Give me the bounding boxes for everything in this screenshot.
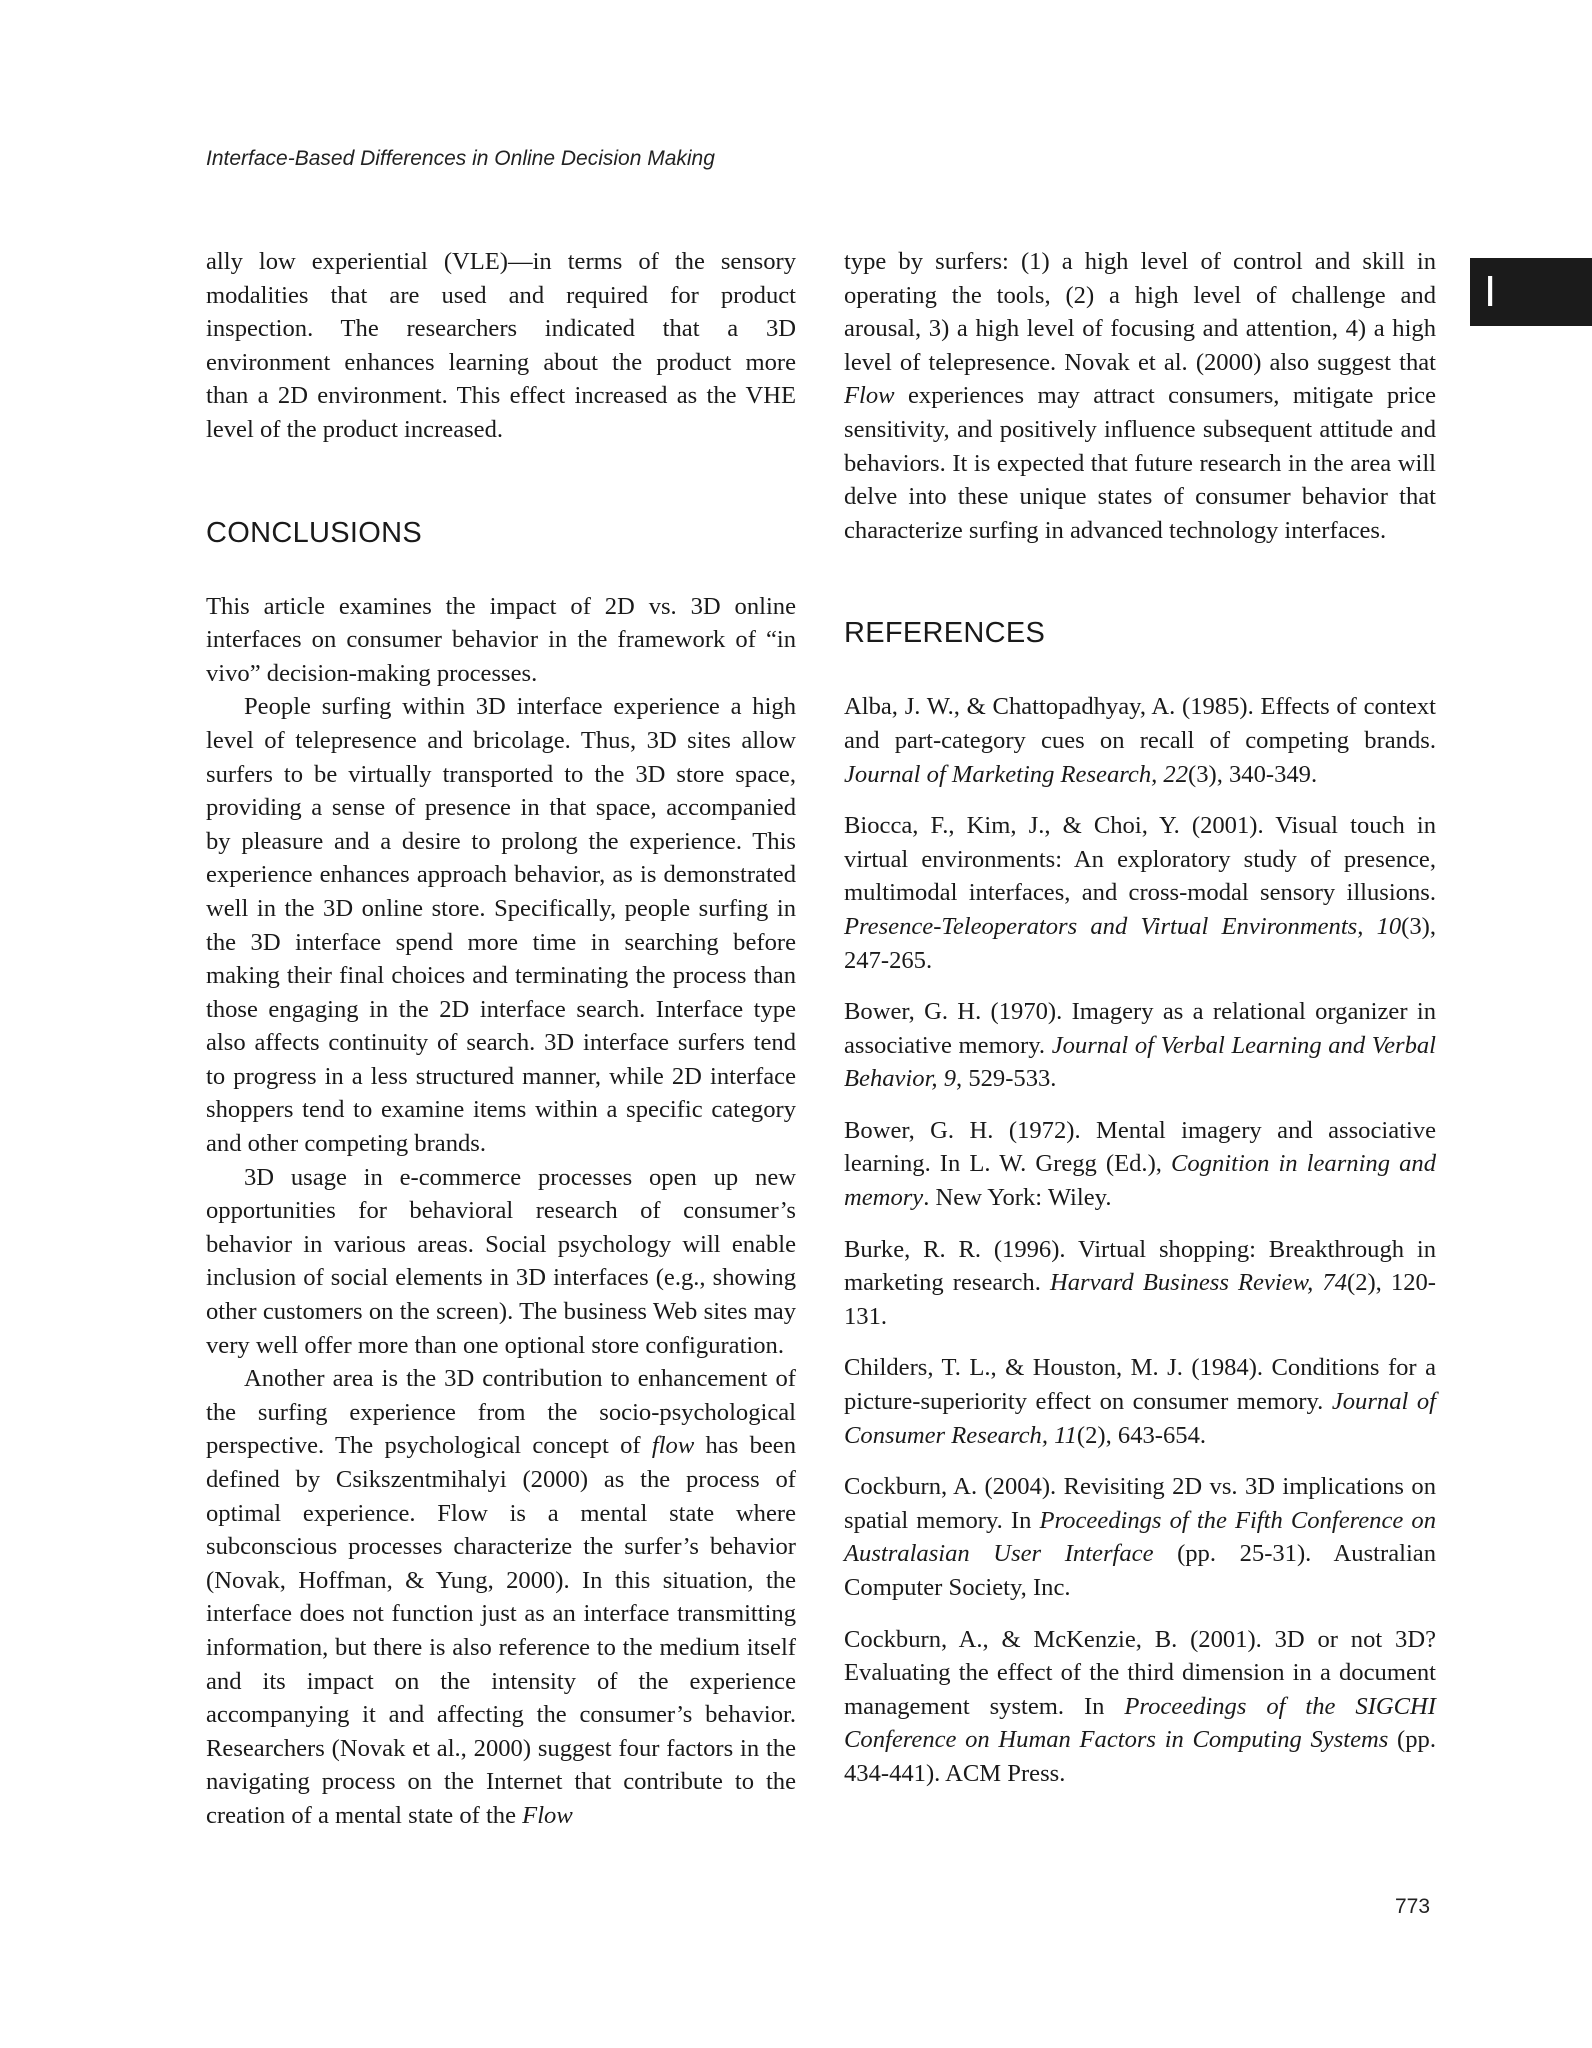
reference-item: Bower, G. H. (1972). Mental imagery and associative learning. In L. W. Gregg (Ed.), Cognition in learning and memory. New York: Wiley.: [844, 1116, 1436, 1212]
page-number: 773: [1395, 1895, 1431, 1918]
conclusions-paragraph-3: 3D usage in e-commerce processes open up new opportunities for behavioral research of consumer’s behavior in various areas. Social psychology will enable inclusion of social elements in 3D interfaces (e.g., showing other customers on the screen). The business Web sites may very well offer more than one optional store configuration.: [206, 1163, 796, 1359]
p4-flow-term: flow: [651, 1432, 695, 1460]
conclusions-paragraph-2: People surfing within 3D interface experience a high level of telepresence and bricolage. Thus, 3D sites allow surfers to be virtually transported to the 3D store space, providing a sense of presence in that space, accompanied by pleasure and a desire to prolong the experience. This experience enhances approach behavior, as is demonstrated well in the 3D online store. Specifically, people surfing in the 3D interface spend more time in searching before making their final choices and terminating the process than those engaging in the 2D interface search. Interface type also affects continuity of search. 3D interface surfers tend to progress in a less structured manner, while 2D interface shoppers tend to examine items within a specific category and other competing brands.: [206, 693, 796, 1158]
p4-text-b: has been defined by Csikszentmihalyi (2000) as the process of optimal experience. Flow is a mental state where subconscious processes characterize the surfer’s behavior (Novak, Hoffman, & Yung, 2000). In this situation, the interface does not function just as an interface transmitting information, but there is also reference to the medium itself and its impact on the intensity of the experience accompanying it and affecting the consumer’s behavior. Researchers (Novak et al., 2000) suggest four factors in the navigating process on the Internet that contribute to the creation of a mental state of the: [206, 1432, 796, 1829]
reference-item: Burke, R. R. (1996). Virtual shopping: Breakthrough in marketing research. Harvard Business Review, 74(2), 120-131.: [844, 1235, 1436, 1330]
reference-item: Childers, T. L., & Houston, M. J. (1984). Conditions for a picture-superiority effect on consumer memory. Journal of Consumer Research, 11(2), 643-654.: [844, 1354, 1436, 1449]
cont-flow-term: Flow: [844, 382, 895, 410]
conclusions-heading: CONCLUSIONS: [206, 516, 422, 549]
section-tab-marker: I: [1470, 258, 1592, 326]
intro-paragraph: ally low experiential (VLE)—in terms of the sensory modalities that are used and required for product inspection. The researchers indicated that a 3D environment enhances learning about the product more than a 2D environment. This effect increased as the VHE level of the product increased.: [206, 248, 796, 443]
left-column: [206, 245, 796, 1833]
p4-flow-term-2: Flow: [522, 1801, 573, 1829]
reference-item: Cockburn, A. (2004). Revisiting 2D vs. 3D implications on spatial memory. In Proceedings of the Fifth Conference on Australasian User Interface (pp. 25-31). Australian Computer Society, Inc.: [844, 1473, 1436, 1601]
conclusions-paragraph-4: [206, 1362, 796, 1832]
continuation-paragraph: [844, 245, 1436, 547]
right-column: [844, 245, 1436, 1809]
reference-item: Bower, G. H. (1970). Imagery as a relational organizer in associative memory. Journal of Verbal Learning and Verbal Behavior, 9, 529-533.: [844, 998, 1436, 1093]
reference-item: Cockburn, A., & McKenzie, B. (2001). 3D or not 3D? Evaluating the effect of the third dimension in a document management system. In Proceedings of the SIGCHI Conference on Human Factors in Computing Systems (pp. 434-441). ACM Press.: [844, 1625, 1437, 1787]
reference-item: Biocca, F., Kim, J., & Choi, Y. (2001). Visual touch in virtual environments: An exploratory study of presence, multimodal interfaces, and cross-modal sensory illusions. Presence-Teleoperators and Virtual Environments, 10(3), 247-265.: [844, 812, 1436, 974]
p4-text-a: Another area is the 3D contribution to enhancement of the surfing experience from the socio-psychological perspective. The psychological concept of: [206, 1365, 796, 1460]
reference-list: [844, 690, 1436, 1790]
reference-item: Alba, J. W., & Chattopadhyay, A. (1985). Effects of context and part-category cues on recall of competing brands. Journal of Marketing Research, 22(3), 340-349.: [844, 693, 1436, 788]
cont-text-a: type by surfers: (1) a high level of control and skill in operating the tools, (2) a high level of challenge and arousal, 3) a high level of focusing and attention, 4) a high level of telepresence. Novak et al. (2000) also suggest that: [844, 248, 1436, 376]
cont-text-b: experiences may attract consumers, mitigate price sensitivity, and positively influence subsequent attitude and behaviors. It is expected that future research in the area will delve into these unique states of consumer behavior that characterize surfing in advanced technology interfaces.: [844, 382, 1436, 544]
running-head: Interface-Based Differences in Online Decision Making: [206, 147, 715, 170]
conclusions-paragraph-1: This article examines the impact of 2D vs. 3D online interfaces on consumer behavior in the framework of “in vivo” decision-making processes.: [206, 592, 796, 687]
references-heading: REFERENCES: [844, 617, 1046, 650]
